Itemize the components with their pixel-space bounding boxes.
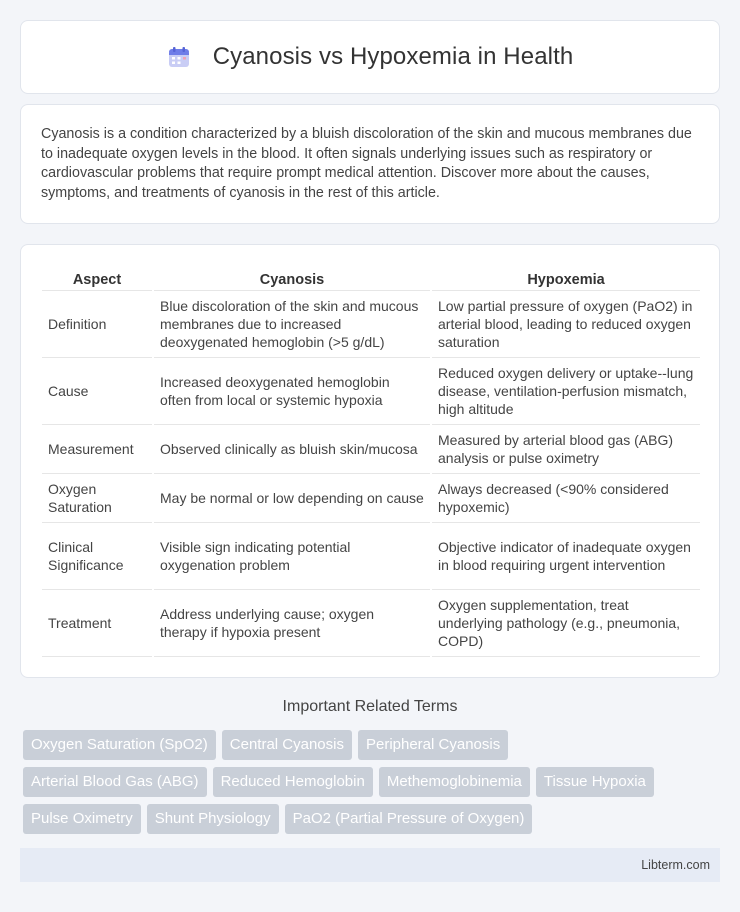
cell-aspect: Treatment: [42, 590, 152, 657]
tag-peripheral-cyanosis[interactable]: Peripheral Cyanosis: [358, 730, 508, 760]
table-row: [42, 291, 700, 358]
header-cyanosis: Cyanosis: [154, 265, 430, 291]
table-row: [42, 474, 700, 523]
table-row: [42, 425, 700, 474]
cell-cyanosis: May be normal or low depending on cause: [154, 474, 430, 523]
tag-oxygen-saturation[interactable]: Oxygen Saturation (SpO2): [23, 730, 216, 760]
title-wrap: [167, 43, 574, 71]
tag-arterial-blood-gas[interactable]: Arterial Blood Gas (ABG): [23, 767, 207, 797]
cell-cyanosis: Address underlying cause; oxygen therapy if hypoxia present: [154, 590, 430, 657]
tag-pao2[interactable]: PaO2 (Partial Pressure of Oxygen): [285, 804, 533, 834]
footer-brand-link[interactable]: Libterm.com: [641, 858, 710, 872]
cell-hypoxemia: Low partial pressure of oxygen (PaO2) in arterial blood, leading to reduced oxygen saturation: [432, 291, 700, 358]
cell-aspect: Measurement: [42, 425, 152, 474]
header-aspect: Aspect: [42, 265, 152, 291]
table-row: [42, 590, 700, 657]
cell-hypoxemia: Measured by arterial blood gas (ABG) analysis or pulse oximetry: [432, 425, 700, 474]
tag-methemoglobinemia[interactable]: Methemoglobinemia: [379, 767, 530, 797]
comparison-table: [40, 265, 702, 657]
table-row: [42, 523, 700, 590]
header-card: [20, 20, 720, 94]
tag-pulse-oximetry[interactable]: Pulse Oximetry: [23, 804, 141, 834]
comparison-table-card: [20, 244, 720, 678]
tag-central-cyanosis[interactable]: Central Cyanosis: [222, 730, 352, 760]
cell-hypoxemia: Reduced oxygen delivery or uptake--lung disease, ventilation-perfusion mismatch, high altitude: [432, 358, 700, 425]
tag-reduced-hemoglobin[interactable]: Reduced Hemoglobin: [213, 767, 373, 797]
tag-row: [23, 730, 723, 760]
related-terms-title: Important Related Terms: [282, 698, 458, 715]
table-row: [42, 358, 700, 425]
cell-aspect: Cause: [42, 358, 152, 425]
footer: [20, 848, 720, 882]
calendar-icon: [167, 45, 191, 69]
cell-hypoxemia: Always decreased (<90% considered hypoxemic): [432, 474, 700, 523]
cell-aspect: Oxygen Saturation: [42, 474, 152, 523]
cell-hypoxemia: Oxygen supplementation, treat underlying pathology (e.g., pneumonia, COPD): [432, 590, 700, 657]
page-title: Cyanosis vs Hypoxemia in Health: [212, 43, 574, 70]
intro-text: Cyanosis is a condition characterized by a bluish discoloration of the skin and mucous membranes due to inadequate oxygen levels in the blood. It often signals underlying issues such as respiratory or cardiovascular problems that require prompt medical attention. Discover more about the causes, symptoms, and treatments of cyanosis in the rest of this article.: [41, 126, 692, 201]
cell-aspect: Definition: [42, 291, 152, 358]
related-terms: [23, 730, 723, 841]
tag-row: [23, 767, 723, 797]
header-hypoxemia: Hypoxemia: [432, 265, 700, 291]
table-header-row: [42, 265, 700, 291]
cell-cyanosis: Increased deoxygenated hemoglobin often from local or systemic hypoxia: [154, 358, 430, 425]
tag-tissue-hypoxia[interactable]: Tissue Hypoxia: [536, 767, 654, 797]
cell-cyanosis: Observed clinically as bluish skin/mucosa: [154, 425, 430, 474]
cell-cyanosis: Visible sign indicating potential oxygenation problem: [154, 523, 430, 590]
cell-hypoxemia: Objective indicator of inadequate oxygen in blood requiring urgent intervention: [432, 523, 700, 590]
intro-card: [20, 104, 720, 224]
tag-shunt-physiology[interactable]: Shunt Physiology: [147, 804, 279, 834]
cell-aspect: Clinical Significance: [42, 523, 152, 590]
tag-row: [23, 804, 723, 834]
cell-cyanosis: Blue discoloration of the skin and mucous membranes due to increased deoxygenated hemoglobin (>5 g/dL): [154, 291, 430, 358]
